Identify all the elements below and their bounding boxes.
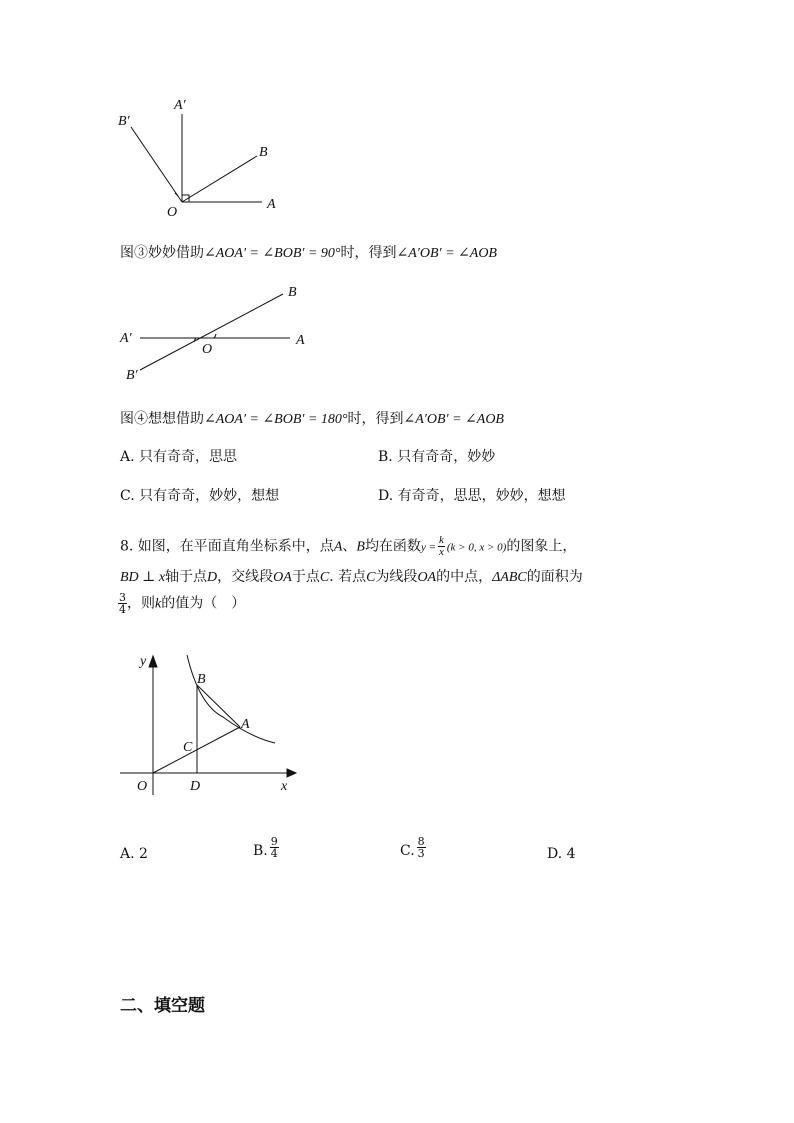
q8-segment-oa: OA — [273, 570, 292, 585]
q8-option-b-fraction — [270, 836, 279, 859]
q8-line-1 — [120, 535, 576, 558]
q8-line-3 — [118, 592, 245, 615]
q8-fn-fraction — [438, 535, 445, 558]
axis-label-y: y — [140, 654, 147, 669]
q8-text: 的中点， — [436, 569, 493, 585]
frac-num: 8 — [417, 835, 425, 848]
q8-text-function: 均在函数 — [364, 538, 421, 555]
hyperbola-curve — [187, 655, 275, 743]
q8-point-a: A — [333, 539, 343, 555]
q7-option-b: B. 只有奇奇，妙妙 — [378, 449, 496, 465]
label-A: A — [241, 717, 250, 732]
q8-text: 的值为（ ） — [161, 595, 246, 612]
label-O: O — [167, 205, 178, 220]
x-axis-arrow — [287, 769, 296, 777]
q7-option-d: D. 有奇奇，思思，妙妙，想想 — [378, 488, 566, 504]
section-2-heading: 二、填空题 — [120, 996, 205, 1016]
y-axis-arrow — [149, 656, 157, 667]
q7-option-c: C. 只有奇奇，妙妙，想想 — [120, 488, 280, 504]
caption-3-mid: 时，得到 — [340, 245, 397, 261]
label-A-prime: A′ — [120, 331, 132, 346]
q8-fn-num: k — [439, 534, 444, 546]
frac-den: 4 — [270, 847, 278, 860]
figure-3-diagram — [110, 92, 310, 222]
line-BB-prime — [140, 294, 283, 370]
q8-area-fraction — [118, 592, 127, 615]
q8-area-num: 3 — [119, 591, 126, 604]
q8-segment-oa: OA — [417, 570, 437, 585]
label-O: O — [202, 342, 213, 357]
q8-k: k — [155, 596, 162, 612]
q8-intro: 8. 如图，在平面直角坐标系中，点 — [120, 538, 334, 555]
caption-4-prefix: 图④想想借助 — [120, 411, 204, 427]
q8-text-graph: 的图象上， — [506, 538, 577, 555]
q8-option-c — [400, 836, 426, 859]
q8-area-den: 4 — [119, 603, 126, 616]
q8-line-2 — [120, 566, 583, 586]
ray-OB-prime — [131, 127, 182, 202]
q8-option-b — [253, 836, 279, 859]
caption-4-condition: ∠AOA′ = ∠BOB′ = 180° — [204, 412, 348, 427]
q8-fn-den: x — [439, 546, 444, 558]
frac-den: 3 — [417, 847, 425, 860]
q8-triangle-abc: ΔABC — [492, 570, 527, 585]
q7-option-a: A. 只有奇奇，思思 — [120, 449, 238, 465]
caption-3-condition: ∠AOA′ = ∠BOB′ = 90° — [204, 246, 341, 261]
label-B: B — [288, 285, 297, 300]
q8-text: 为线段 — [375, 569, 418, 585]
q8-text: ，则 — [127, 595, 155, 612]
q8-text: . 若点 — [329, 569, 367, 585]
q8-point-c: C — [319, 570, 330, 585]
label-B-prime: B′ — [118, 114, 130, 129]
label-B: B — [259, 145, 268, 160]
q8-bd-perp-x: BD ⊥ x — [120, 570, 166, 585]
q8-text: 轴于点 — [165, 569, 208, 585]
q8-text: ，交线段 — [217, 569, 274, 585]
figure-4-diagram — [110, 278, 320, 388]
frac-num: 9 — [270, 835, 278, 848]
label-B: B — [197, 672, 206, 687]
caption-4-result: ∠A′OB′ = ∠AOB — [403, 412, 504, 427]
figure-4-caption — [120, 408, 504, 428]
label-B-prime: B′ — [126, 368, 138, 383]
label-A: A — [296, 333, 305, 348]
caption-3-prefix: 图③妙妙借助 — [120, 245, 204, 261]
q8-text: 的面积为 — [526, 569, 583, 585]
label-C: C — [183, 740, 193, 755]
q8-point-d: D — [207, 570, 218, 585]
figure-3-caption — [120, 242, 497, 262]
q8-fn-condition: (k > 0, x > 0) — [446, 541, 507, 554]
ray-OB — [182, 156, 257, 202]
angle-arc-right — [214, 334, 216, 338]
caption-3-result: ∠A′OB′ = ∠AOB — [396, 246, 497, 261]
q8-text: 于点 — [291, 569, 320, 585]
q8-option-d: D. 4 — [547, 846, 576, 862]
q8-point-b: B — [356, 539, 365, 555]
segment-AB — [197, 685, 240, 727]
q8-fn-lhs: y = — [420, 541, 436, 554]
q8-graph — [115, 645, 305, 800]
label-O: O — [137, 779, 148, 794]
q8-point-c: C — [366, 570, 376, 585]
caption-4-mid: 时，得到 — [347, 411, 404, 427]
q8-option-c-fraction — [417, 836, 426, 859]
label-D: D — [190, 779, 201, 794]
q8-option-c-prefix: C. — [400, 843, 415, 859]
q8-option-a: A. 2 — [120, 846, 148, 862]
label-A: A — [267, 197, 276, 212]
q8-option-b-prefix: B. — [253, 843, 268, 859]
label-A-prime: A′ — [174, 98, 186, 113]
q8-sep: 、 — [342, 538, 357, 555]
axis-label-x: x — [281, 779, 288, 794]
